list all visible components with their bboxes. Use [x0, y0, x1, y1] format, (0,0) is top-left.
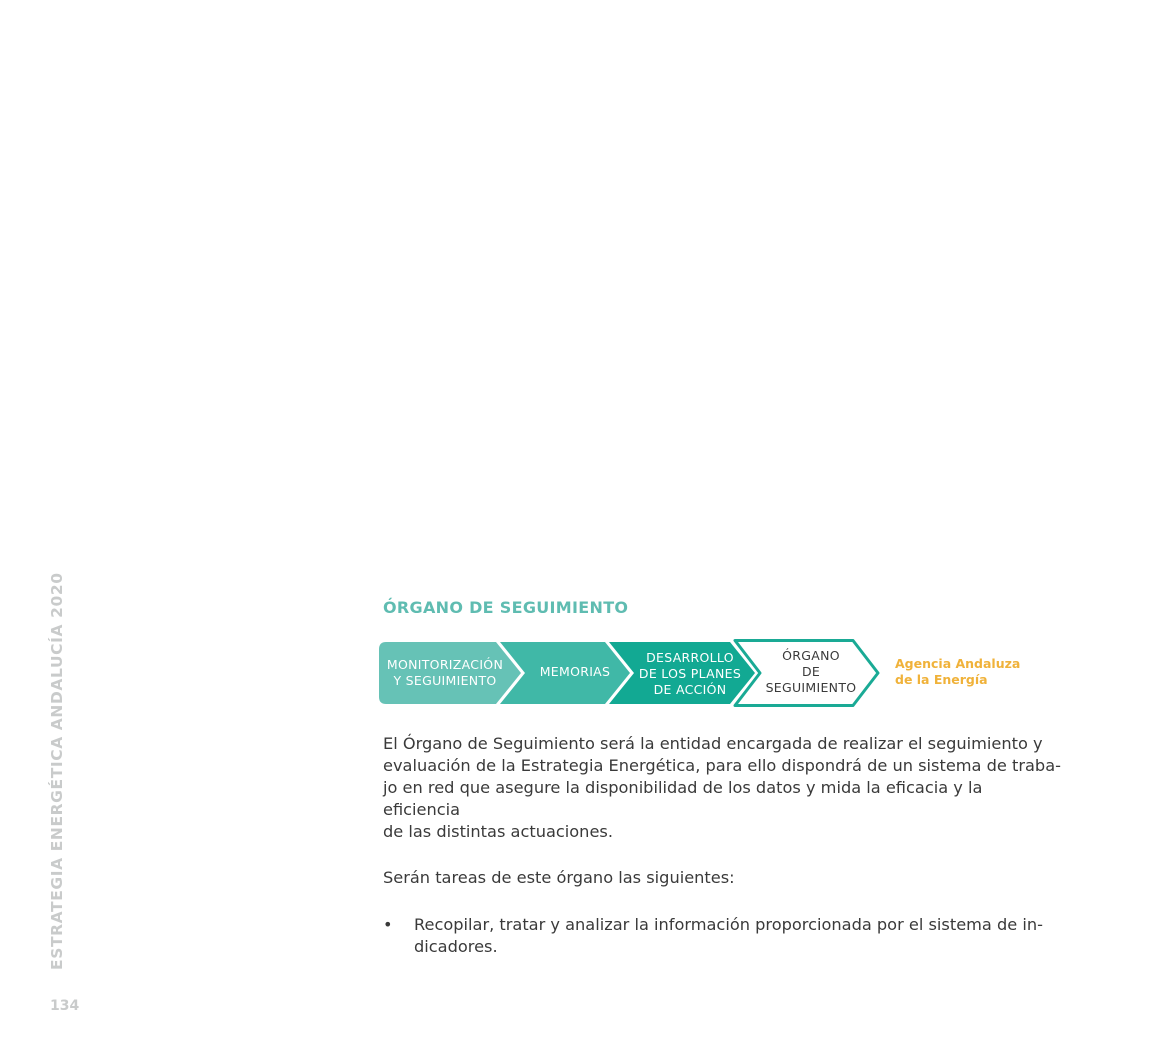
- tasks-list: [383, 914, 1063, 958]
- section-title: ÓRGANO DE SEGUIMIENTO: [383, 598, 629, 617]
- flow-step-2-label: MEMORIAS: [539, 664, 611, 679]
- intro-paragraph: [383, 733, 1063, 843]
- agency-label: Agencia Andaluza de la Energía: [895, 656, 1021, 687]
- tasks-lead-paragraph: Serán tareas de este órgano las siguientes:: [383, 868, 735, 887]
- intro-line: de las distintas actuaciones.: [383, 822, 613, 841]
- intro-line: evaluación de la Estrategia Energética, para ello dispondrá de un sistema de traba-: [383, 756, 1061, 775]
- process-flow-diagram: [375, 636, 895, 710]
- page-number: 134: [50, 998, 80, 1014]
- intro-line: jo en red que asegure la disponibilidad de los datos y mida la eficacia y la eficiencia: [383, 778, 983, 819]
- flow-step-1-label: MONITORIZACIÓN Y SEGUIMIENTO: [386, 657, 504, 688]
- vertical-document-title: ESTRATEGIA ENERGÉTICA ANDALUCÍA 2020: [48, 572, 66, 970]
- list-item-line: Recopilar, tratar y analizar la información proporcionada por el sistema de in-: [414, 915, 1043, 934]
- flow-step-4-label: ÓRGANO DE SEGUIMIENTO: [765, 648, 857, 695]
- bullet-icon: •: [383, 915, 393, 934]
- list-item: [383, 914, 1054, 958]
- body-text: [383, 733, 1063, 958]
- flow-step-3-label: DESARROLLO DE LOS PLANES DE ACCIÓN: [638, 650, 742, 697]
- list-item-line: dicadores.: [414, 937, 498, 956]
- intro-line: El Órgano de Seguimiento será la entidad encargada de realizar el seguimiento y: [383, 734, 1043, 753]
